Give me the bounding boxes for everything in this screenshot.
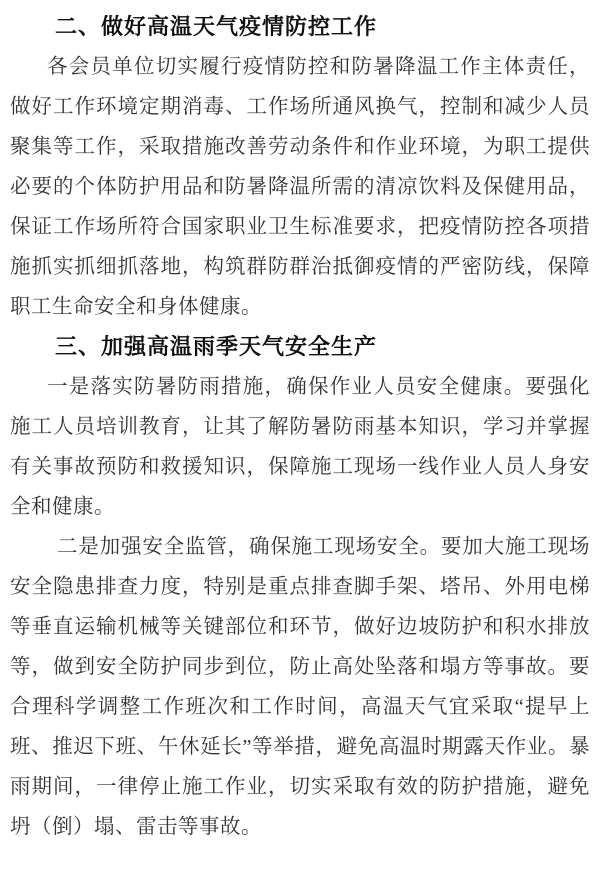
paragraph-epidemic-prevention-measures: 各会员单位切实履行疫情防控和防暑降温工作主体责任，做好工作环境定期消毒、工作场所通风换气，控制和减少人员聚集等工作，采取措施改善劳动条件和作业环境，为职工提供必要的个体防护用品和防暑降温所需的清凉饮料及保健用品，保证工作场所符合国家职业卫生标准要求，把疫情防控各项措施抓实抓细抓落地，构筑群防群治抵御疫情的严密防线，保障职工生命安全和身体健康。: [10, 56, 590, 318]
heading-hot-rainy-season-safety: 三、加强高温雨季天气安全生产: [55, 334, 378, 359]
heading-epidemic-prevention: 二、做好高温天气疫情防控工作: [55, 14, 378, 39]
paragraph-safety-supervision: 二是加强安全监管，确保施工现场安全。要加大施工现场安全隐患排查力度，特别是重点排查脚手架、塔吊、外用电梯等垂直运输机械等关键部位和环节，做好边坡防护和积水排放等，做到安全防护同步到位，防止高处坠落和塌方等事故。要合理科学调整工作班次和工作时间，高温天气宜采取“提早上班、推迟下班、午休延长”等举措，避免高温时期露天作业。暴雨期间，一律停止施工作业，切实采取有效的防护措施，避免坍（倒）塌、雷击等事故。: [10, 536, 590, 838]
paragraph-heatstroke-rain-protection: 一是落实防暑防雨措施，确保作业人员安全健康。要强化施工人员培训教育，让其了解防暑防雨基本知识，学习并掌握有关事故预防和救援知识，保障施工现场一线作业人员人身安全和健康。: [10, 376, 590, 518]
